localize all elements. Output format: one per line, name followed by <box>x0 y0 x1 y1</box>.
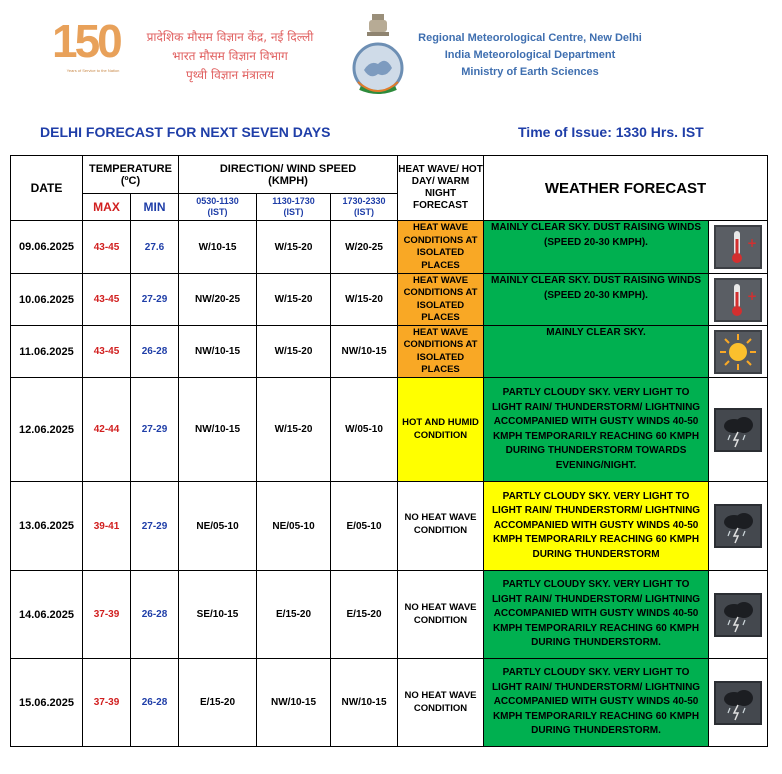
max-temp-cell: 43-45 <box>83 274 131 326</box>
thunderstorm-icon <box>714 408 762 452</box>
weather-icon-cell <box>709 378 768 482</box>
english-line-2: India Meteorological Department <box>444 49 616 61</box>
thunderstorm-icon <box>714 593 762 637</box>
wind-slot-3-cell: E/05-10 <box>331 482 398 571</box>
wind-slot-3-cell: NW/10-15 <box>331 659 398 747</box>
forecast-table <box>10 155 768 747</box>
english-org-name <box>405 30 655 81</box>
slot-3-unit: (IST) <box>354 207 375 217</box>
heat-wave-cell: HEAT WAVE CONDITIONS AT ISOLATED PLACES <box>398 221 484 274</box>
min-temp-cell: 27.6 <box>131 221 179 274</box>
header-wind-unit: (KMPH) <box>268 174 308 187</box>
thermometer-hot-icon <box>714 225 762 269</box>
max-temp-cell: 37-39 <box>83 571 131 659</box>
max-temp-cell: 43-45 <box>83 221 131 274</box>
wind-slot-3-cell: W/15-20 <box>331 274 398 326</box>
imd-150-years-logo <box>52 16 126 76</box>
min-temp-cell: 26-28 <box>131 326 179 378</box>
header-wind <box>179 156 398 194</box>
sun-icon <box>714 330 762 374</box>
weather-icon-cell <box>709 659 768 747</box>
issue-time: Time of Issue: 1330 Hrs. IST <box>518 124 704 140</box>
english-line-1: Regional Meteorological Centre, New Delhi <box>418 32 642 44</box>
min-temp-cell: 27-29 <box>131 482 179 571</box>
table-row <box>11 482 768 571</box>
min-temp-cell: 27-29 <box>131 274 179 326</box>
wind-slot-3-cell: NW/10-15 <box>331 326 398 378</box>
table-row <box>11 221 768 274</box>
heat-wave-cell: NO HEAT WAVE CONDITION <box>398 482 484 571</box>
slot-2-unit: (IST) <box>283 207 304 217</box>
min-temp-cell: 27-29 <box>131 378 179 482</box>
header-wind-label: DIRECTION/ WIND SPEED <box>219 162 357 175</box>
table-row <box>11 571 768 659</box>
wind-slot-1-cell: NW/10-15 <box>179 378 257 482</box>
wind-slot-2-cell: W/15-20 <box>257 221 331 274</box>
header-temperature-unit: (ºC) <box>120 174 141 187</box>
header-slot-3 <box>331 194 398 221</box>
wind-slot-1-cell: NE/05-10 <box>179 482 257 571</box>
date-cell: 11.06.2025 <box>11 326 83 378</box>
forecast-cell: PARTLY CLOUDY SKY. VERY LIGHT TO LIGHT RAIN/ THUNDERSTORM/ LIGHTNING ACCOMPANIED WITH GUSTY WINDS 40-50 KMPH TEMPORARILY REACHING 60 KMPH DURING THUNDERSTORM TOWARDS EVENING/NIGHT. <box>484 378 709 482</box>
wind-slot-1-cell: NW/20-25 <box>179 274 257 326</box>
max-temp-cell: 39-41 <box>83 482 131 571</box>
table-row <box>11 659 768 747</box>
forecast-cell: MAINLY CLEAR SKY. <box>484 326 709 378</box>
date-cell: 14.06.2025 <box>11 571 83 659</box>
header-max: MAX <box>83 194 131 221</box>
header-date: DATE <box>11 156 83 221</box>
weather-icon-cell <box>709 326 768 378</box>
wind-slot-2-cell: W/15-20 <box>257 378 331 482</box>
slot-2-time: 1130-1730 <box>272 196 315 206</box>
date-cell: 10.06.2025 <box>11 274 83 326</box>
header-temperature-label: TEMPERATURE <box>89 162 172 175</box>
heat-wave-cell: HOT AND HUMID CONDITION <box>398 378 484 482</box>
header-min: MIN <box>131 194 179 221</box>
date-cell: 09.06.2025 <box>11 221 83 274</box>
min-temp-cell: 26-28 <box>131 659 179 747</box>
wind-slot-1-cell: SE/10-15 <box>179 571 257 659</box>
heat-wave-cell: HEAT WAVE CONDITIONS AT ISOLATED PLACES <box>398 326 484 378</box>
thermometer-hot-icon <box>714 278 762 322</box>
slot-1-unit: (IST) <box>207 207 228 217</box>
wind-slot-2-cell: E/15-20 <box>257 571 331 659</box>
wind-slot-3-cell: W/20-25 <box>331 221 398 274</box>
wind-slot-1-cell: E/15-20 <box>179 659 257 747</box>
weather-icon-cell <box>709 482 768 571</box>
slot-3-time: 1730-2330 <box>342 196 386 206</box>
hindi-line-3: पृथ्वी विज्ञान मंत्रालय <box>185 68 275 82</box>
svg-text:+: + <box>747 236 758 250</box>
max-temp-cell: 43-45 <box>83 326 131 378</box>
date-cell: 15.06.2025 <box>11 659 83 747</box>
weather-icon-cell <box>709 274 768 326</box>
forecast-cell: PARTLY CLOUDY SKY. VERY LIGHT TO LIGHT RAIN/ THUNDERSTORM/ LIGHTNING ACCOMPANIED WITH GUSTY WINDS 40-50 KMPH TEMPORARILY REACHING 60 KMPH DURING THUNDERSTORM. <box>484 659 709 747</box>
date-cell: 12.06.2025 <box>11 378 83 482</box>
table-row <box>11 274 768 326</box>
logo-tagline: Years of Service to the Nation <box>66 68 120 73</box>
page-header <box>0 0 782 110</box>
heat-wave-cell: NO HEAT WAVE CONDITION <box>398 571 484 659</box>
slot-1-time: 0530-1130 <box>196 196 239 206</box>
heat-wave-cell: HEAT WAVE CONDITIONS AT ISOLATED PLACES <box>398 274 484 326</box>
header-heat-wave: HEAT WAVE/ HOT DAY/ WARM NIGHT FORECAST <box>398 156 484 221</box>
forecast-title: DELHI FORECAST FOR NEXT SEVEN DAYS <box>40 124 331 140</box>
heat-wave-cell: NO HEAT WAVE CONDITION <box>398 659 484 747</box>
header-weather-forecast: WEATHER FORECAST <box>484 156 768 221</box>
header-temperature <box>83 156 179 194</box>
wind-slot-2-cell: NW/10-15 <box>257 659 331 747</box>
weather-icon-cell <box>709 221 768 274</box>
english-line-3: Ministry of Earth Sciences <box>461 66 599 78</box>
forecast-cell: PARTLY CLOUDY SKY. VERY LIGHT TO LIGHT RAIN/ THUNDERSTORM/ LIGHTNING ACCOMPANIED WITH GUSTY WINDS 40-50 KMPH TEMPORARILY REACHING 60 KMPH DURING THUNDERSTORM. <box>484 571 709 659</box>
header-slot-1 <box>179 194 257 221</box>
wind-slot-3-cell: E/15-20 <box>331 571 398 659</box>
wind-slot-1-cell: NW/10-15 <box>179 326 257 378</box>
header-slot-2 <box>257 194 331 221</box>
thunderstorm-icon <box>714 681 762 725</box>
table-row <box>11 326 768 378</box>
wind-slot-2-cell: NE/05-10 <box>257 482 331 571</box>
table-row <box>11 378 768 482</box>
table-header-row <box>11 156 768 194</box>
max-temp-cell: 37-39 <box>83 659 131 747</box>
wind-slot-2-cell: W/15-20 <box>257 326 331 378</box>
forecast-cell: MAINLY CLEAR SKY. DUST RAISING WINDS (SPEED 20-30 KMPH). <box>484 221 709 274</box>
logo-number: 150 <box>52 15 120 67</box>
wind-slot-2-cell: W/15-20 <box>257 274 331 326</box>
wind-slot-1-cell: W/10-15 <box>179 221 257 274</box>
national-emblem-icon <box>350 12 406 100</box>
forecast-cell: PARTLY CLOUDY SKY. VERY LIGHT TO LIGHT RAIN/ THUNDERSTORM/ LIGHTNING ACCOMPANIED WITH GUSTY WINDS 40-50 KMPH TEMPORARILY REACHING 60 KMPH DURING THUNDERSTORM <box>484 482 709 571</box>
thunderstorm-icon <box>714 504 762 548</box>
hindi-org-name <box>130 28 330 85</box>
wind-slot-3-cell: W/05-10 <box>331 378 398 482</box>
max-temp-cell: 42-44 <box>83 378 131 482</box>
date-cell: 13.06.2025 <box>11 482 83 571</box>
weather-icon-cell <box>709 571 768 659</box>
hindi-line-2: भारत मौसम विज्ञान विभाग <box>172 49 288 63</box>
min-temp-cell: 26-28 <box>131 571 179 659</box>
forecast-cell: MAINLY CLEAR SKY. DUST RAISING WINDS (SPEED 20-30 KMPH). <box>484 274 709 326</box>
hindi-line-1: प्रादेशिक मौसम विज्ञान केंद्र, नई दिल्ली <box>146 30 314 44</box>
svg-text:+: + <box>747 288 758 303</box>
